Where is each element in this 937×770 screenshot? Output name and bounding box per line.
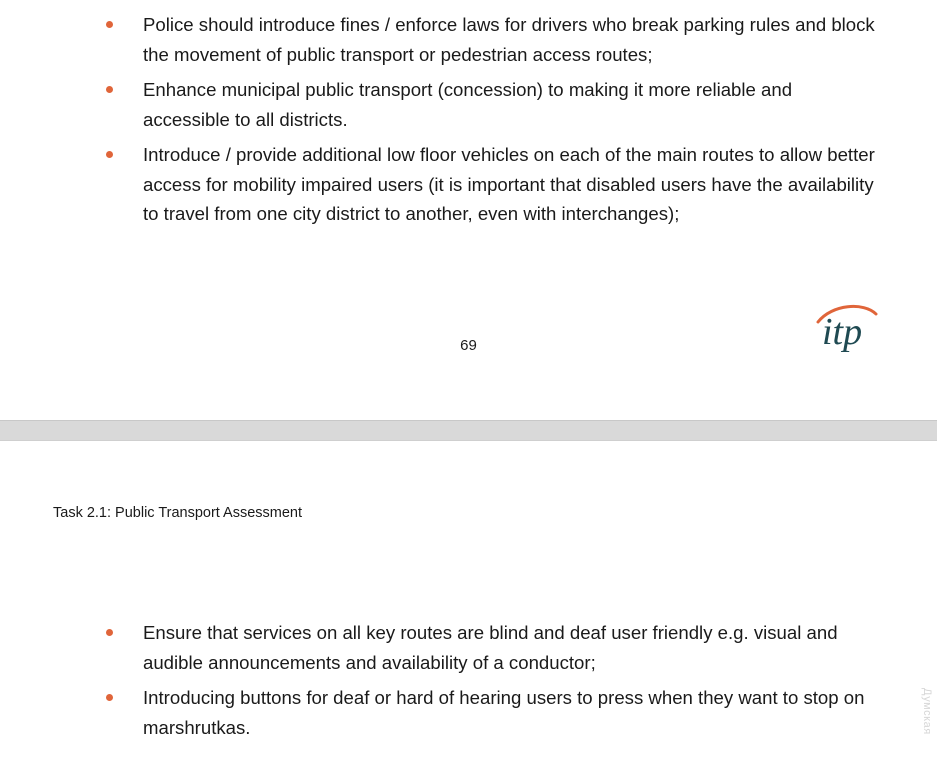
bullet-text: Enhance municipal public transport (concession) to making it more reliable and accessible to all districts. bbox=[143, 79, 793, 130]
itp-logo bbox=[812, 300, 882, 356]
watermark: Думская bbox=[921, 688, 933, 735]
bullet-text: Police should introduce fines / enforce laws for drivers who break parking rules and block the movement of public transport or pedestrian access routes; bbox=[143, 14, 875, 65]
list-item bbox=[0, 683, 937, 742]
logo-text: itp bbox=[822, 311, 863, 353]
list-item bbox=[0, 10, 937, 69]
running-header: Task 2.1: Public Transport Assessment bbox=[53, 505, 303, 521]
bullet-icon bbox=[106, 694, 113, 701]
page-number: 69 bbox=[460, 337, 477, 354]
bullet-list bbox=[0, 618, 937, 748]
list-item bbox=[0, 618, 937, 677]
bullet-icon bbox=[106, 629, 113, 636]
bullet-icon bbox=[106, 86, 113, 93]
document-page-bottom bbox=[0, 441, 937, 770]
bullet-icon bbox=[106, 21, 113, 28]
page-separator bbox=[0, 420, 937, 441]
list-item bbox=[0, 75, 937, 134]
list-item bbox=[0, 140, 937, 229]
bullet-list bbox=[0, 10, 937, 235]
bullet-icon bbox=[106, 151, 113, 158]
bullet-text: Ensure that services on all key routes are blind and deaf user friendly e.g. visual and audible announcements and availability of a conductor; bbox=[143, 622, 838, 673]
bullet-text: Introducing buttons for deaf or hard of hearing users to press when they want to stop on marshrutkas. bbox=[143, 687, 865, 738]
bullet-text: Introduce / provide additional low floor vehicles on each of the main routes to allow better access for mobility impaired users (it is important that disabled users have the availability to travel from one city district to another, even with interchanges); bbox=[143, 144, 875, 224]
